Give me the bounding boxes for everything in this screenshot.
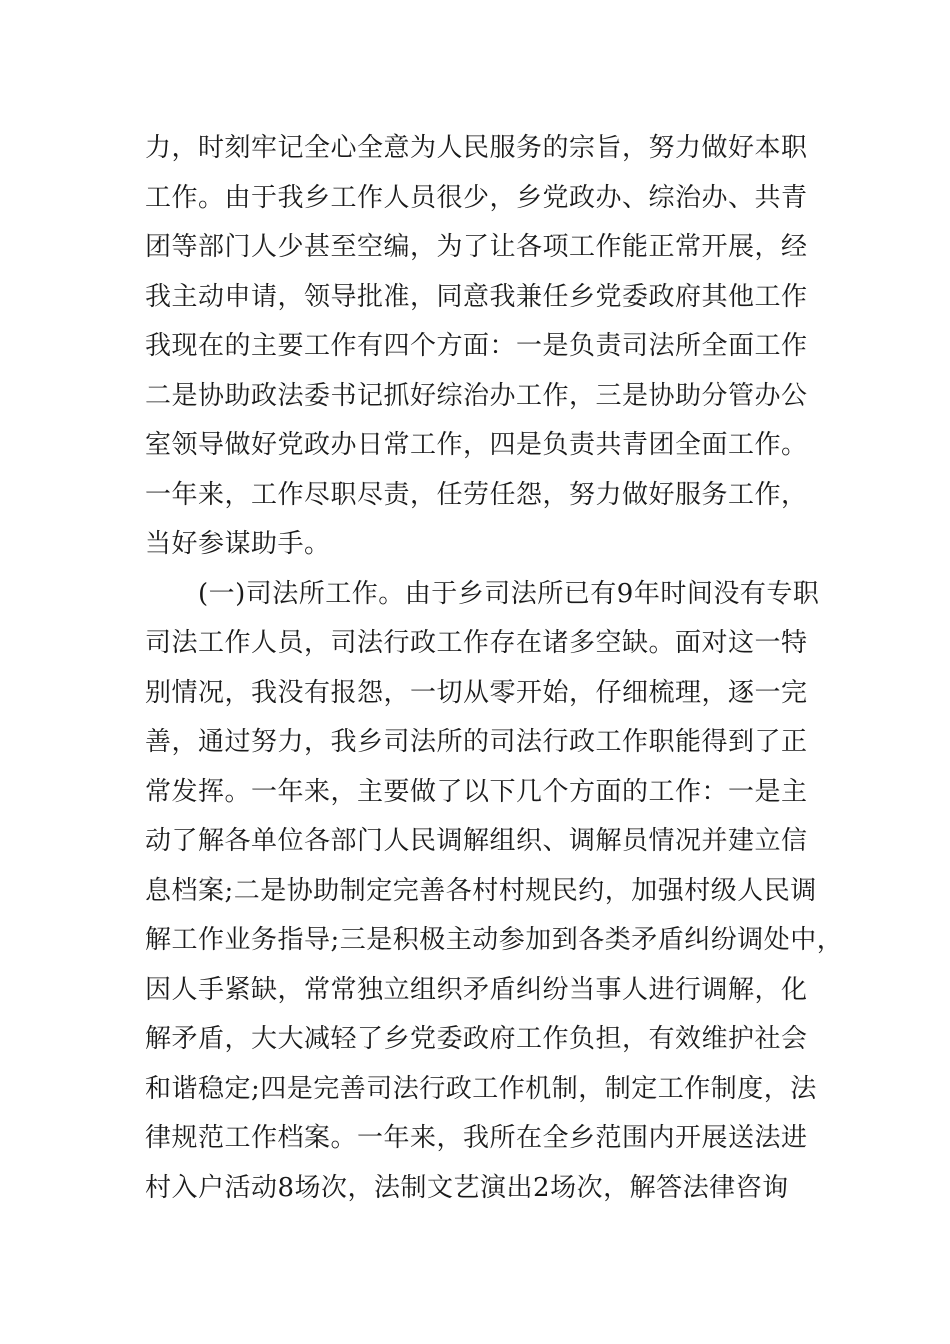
text-line: (一)司法所工作。由于乡司法所已有9年时间没有专职 [145,578,820,609]
text-line: 工作。由于我乡工作人员很少，乡党政办、综治办、共青 [145,182,808,213]
text-line: 善，通过努力，我乡司法所的司法行政工作职能得到了正 [145,727,808,757]
text-line: 律规范工作档案。一年来，我所在全乡范围内开展送法进 [145,1123,808,1153]
text-line: 我主动申请，领导批准，同意我兼任乡党委政府其他工作 [145,281,808,312]
text-line: 常发挥。一年来，主要做了以下几个方面的工作：一是主 [145,776,808,807]
text-line: 动了解各单位各部门人民调解组织、调解员情况并建立信 [145,826,808,856]
text-line: 司法工作人员，司法行政工作存在诸多空缺。面对这一特 [145,628,808,658]
text-line: 我现在的主要工作有四个方面：一是负责司法所全面工作 [145,331,808,361]
text-line: 一年来，工作尽职尽责，任劳任怨，努力做好服务工作， [145,479,808,510]
text-line: 和谐稳定;四是完善司法行政工作机制，制定工作制度，法 [145,1073,817,1104]
text-line: 室领导做好党政办日常工作，四是负责共青团全面工作。 [145,430,808,460]
text-line: 村入户活动8场次，法制文艺演出2场次，解答法律咨询 [145,1172,789,1203]
text-line: 二是协助政法委书记抓好综治办工作，三是协助分管办公 [145,380,808,411]
text-line: 团等部门人少甚至空编，为了让各项工作能正常开展，经 [145,232,808,262]
text-line: 息档案;二是协助制定完善各村村规民约，加强村级人民调 [145,875,817,906]
text-line: 解工作业务指导;三是积极主动参加到各类矛盾纠纷调处中， [145,925,844,955]
text-line: 别情况，我没有报怨，一切从零开始，仔细梳理，逐一完 [145,677,808,708]
text-line: 力，时刻牢记全心全意为人民服务的宗旨，努力做好本职 [145,133,808,163]
text-line: 解矛盾，大大减轻了乡党委政府工作负担，有效维护社会 [145,1024,808,1054]
text-line: 当好参谋助手。 [145,529,331,559]
body-text [145,124,844,1213]
text-line: 因人手紧缺，常常独立组织矛盾纠纷当事人进行调解，化 [145,974,808,1005]
